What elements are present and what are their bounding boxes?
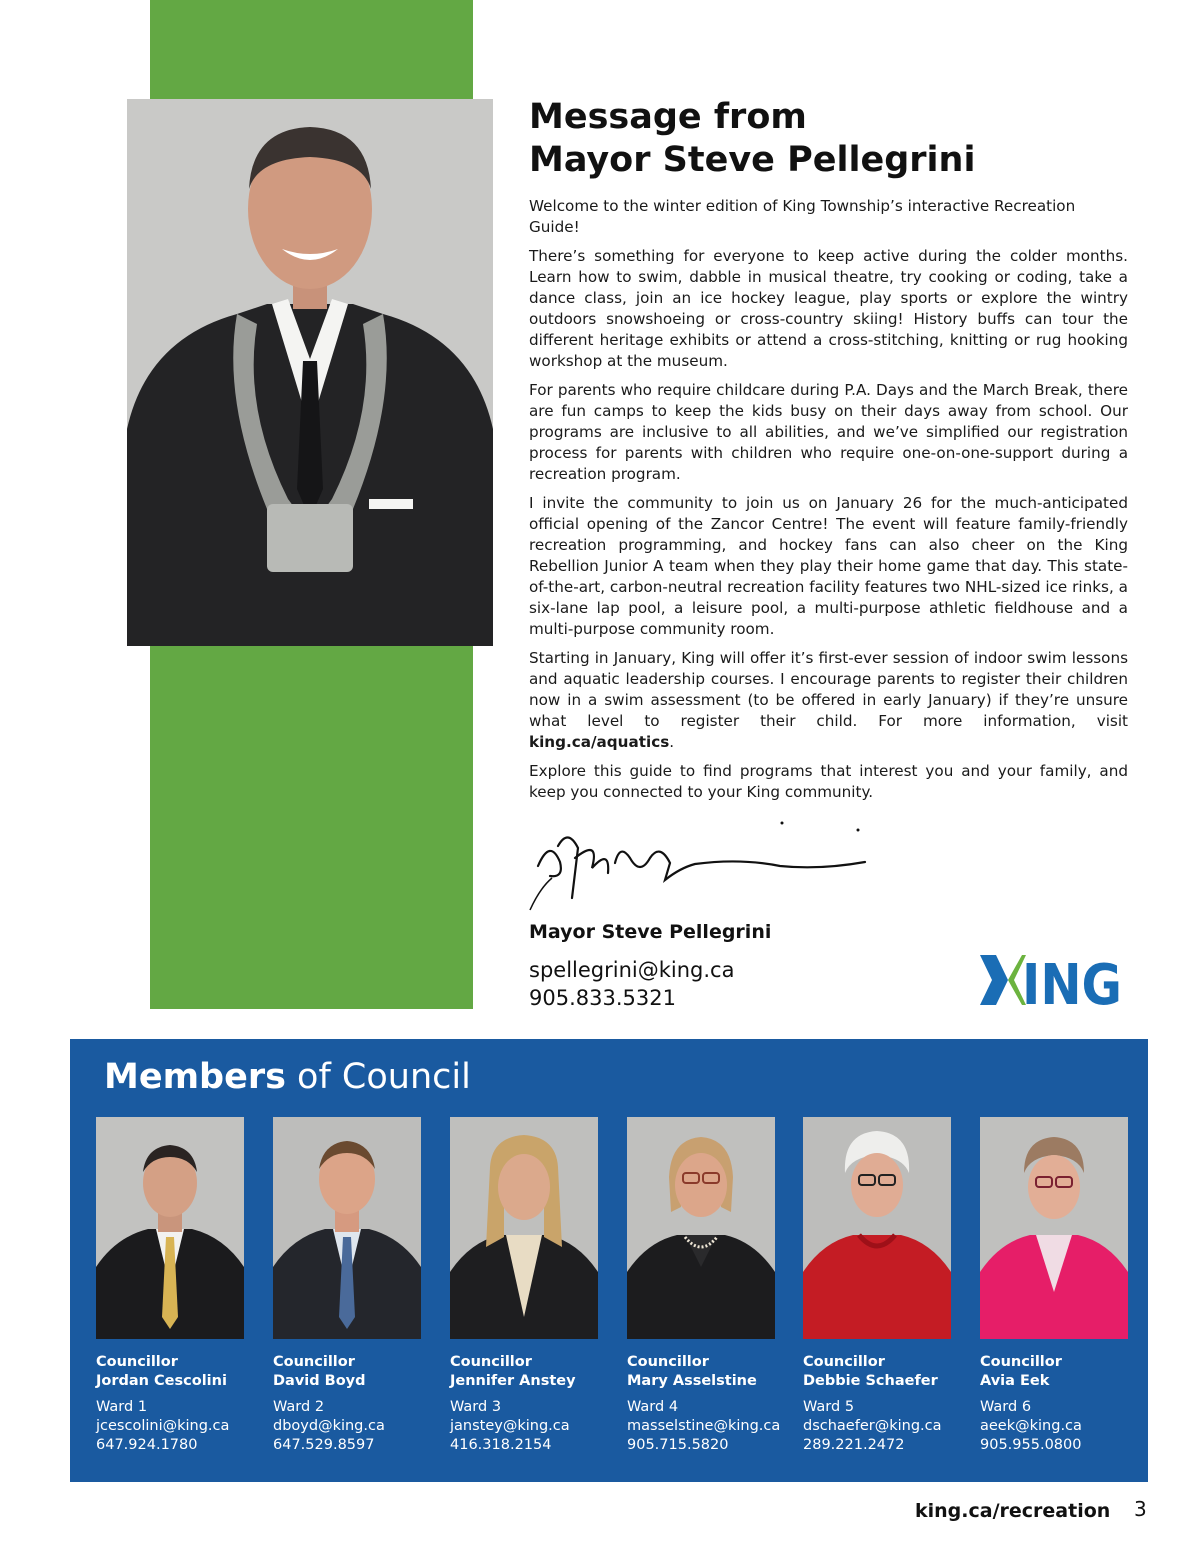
mayor-portrait [127,99,493,646]
councillor-card [980,1117,1128,1455]
councillor-card [450,1117,598,1455]
councillor-email[interactable]: janstey@king.ca [450,1418,570,1434]
councillor-role: Councillor [980,1354,1062,1370]
page-number: 3 [1134,1497,1147,1521]
councillor-ward: Ward 6 [980,1399,1032,1415]
message-title-line1: Message from [529,97,807,137]
councillor-role: Councillor [627,1354,709,1370]
councillor-phone: 416.318.2154 [450,1437,552,1453]
mayor-signature [520,818,880,918]
councillor-photo [980,1117,1128,1339]
councillor-photo [273,1117,421,1339]
councillor-phone: 905.955.0800 [980,1437,1082,1453]
signoff-name: Mayor Steve Pellegrini [529,921,772,943]
message-paragraph: Welcome to the winter edition of King Township’s interactive Recreation Guide! [529,197,1076,236]
councillor-photo [803,1117,951,1339]
message-paragraph: I invite the community to join us on January 26 for the much-anticipated official opening of the Zancor Centre! The event will feature family-friendly recreation programming, and hockey fans can also cheer on the King Rebellion Junior A team when they play their home game that day. This state-of-the-art, carbon-neutral recreation facility features two NHL-sized ice rinks, a six-lane lap pool, a leisure pool, a multi-purpose athletic fieldhouse and a multi-purpose community room. [529,494,1128,638]
councillor-role: Councillor [803,1354,885,1370]
footer-url[interactable]: king.ca/recreation [915,1500,1111,1522]
message-paragraph-text: Starting in January, King will offer it’s first-ever session of indoor swim lessons and aquatic leadership courses. I encourage parents to register their children now in a swim assessment (to be offered in early January) if they’re unsure what level to register their child. For more information, visit [529,649,1128,730]
message-title [529,96,1128,182]
councillor-name: Mary Asselstine [627,1373,757,1389]
councillor-email[interactable]: dschaefer@king.ca [803,1418,942,1434]
councillor-email[interactable]: dboyd@king.ca [273,1418,385,1434]
councillor-phone: 289.221.2472 [803,1437,905,1453]
councillor-phone: 647.924.1780 [96,1437,198,1453]
council-title [104,1057,471,1097]
mayor-email[interactable]: spellegrini@king.ca [529,958,735,982]
council-section [70,1039,1148,1482]
king-logo-text: ING [1022,953,1122,1010]
mayor-message [529,96,1128,811]
councillor-name: Avia Eek [980,1373,1050,1389]
councillor-ward: Ward 4 [627,1399,679,1415]
councillor-ward: Ward 1 [96,1399,148,1415]
councillor-card [273,1117,421,1455]
councillor-ward: Ward 5 [803,1399,855,1415]
councillor-email[interactable]: aeek@king.ca [980,1418,1082,1434]
councillor-email[interactable]: masselstine@king.ca [627,1418,781,1434]
king-logo [978,950,1128,1010]
councillor-photo [450,1117,598,1339]
councillor-card [803,1117,951,1455]
councillor-phone: 647.529.8597 [273,1437,375,1453]
councillor-name: Jennifer Anstey [450,1373,576,1389]
message-paragraph [529,648,1128,753]
councillor-photo [96,1117,244,1339]
council-title-bold: Members [104,1057,286,1097]
councillor-email[interactable]: jcescolini@king.ca [96,1418,230,1434]
councillor-card [96,1117,244,1455]
councillor-card [627,1117,781,1455]
councillor-role: Councillor [450,1354,532,1370]
councillor-ward: Ward 3 [450,1399,502,1415]
council-title-rest: of Council [285,1057,471,1097]
councillor-name: David Boyd [273,1373,366,1389]
mayor-contact [529,956,734,1012]
mayor-phone: 905.833.5321 [529,986,676,1010]
councillor-ward: Ward 2 [273,1399,325,1415]
councillor-role: Councillor [96,1354,178,1370]
councillor-role: Councillor [273,1354,355,1370]
aquatics-link[interactable]: king.ca/aquatics [529,733,670,751]
councillor-name: Debbie Schaefer [803,1373,938,1389]
councillor-phone: 905.715.5820 [627,1437,729,1453]
councillor-name: Jordan Cescolini [96,1373,227,1389]
message-title-line2: Mayor Steve Pellegrini [529,140,976,180]
message-paragraph: For parents who require childcare during P.A. Days and the March Break, there are fun camps to keep the kids busy on their days away from school. Our programs are inclusive to all abilities, and we’ve simplified our registration process for parents with children who require one-on-one-support during a recreation program. [529,381,1128,483]
councillor-photo [627,1117,775,1339]
message-paragraph: Explore this guide to find programs that interest you and your family, and keep you connected to your King community. [529,762,1128,801]
period: . [669,733,675,751]
message-paragraph: There’s something for everyone to keep active during the colder months. Learn how to swim, dabble in musical theatre, try cooking or coding, take a dance class, join an ice hockey league, play sports or explore the wintry outdoors snowshoeing or cross-country skiing! History buffs can tour the different heritage exhibits or attend a cross-stitching, knitting or rug hooking workshop at the museum. [529,247,1128,370]
